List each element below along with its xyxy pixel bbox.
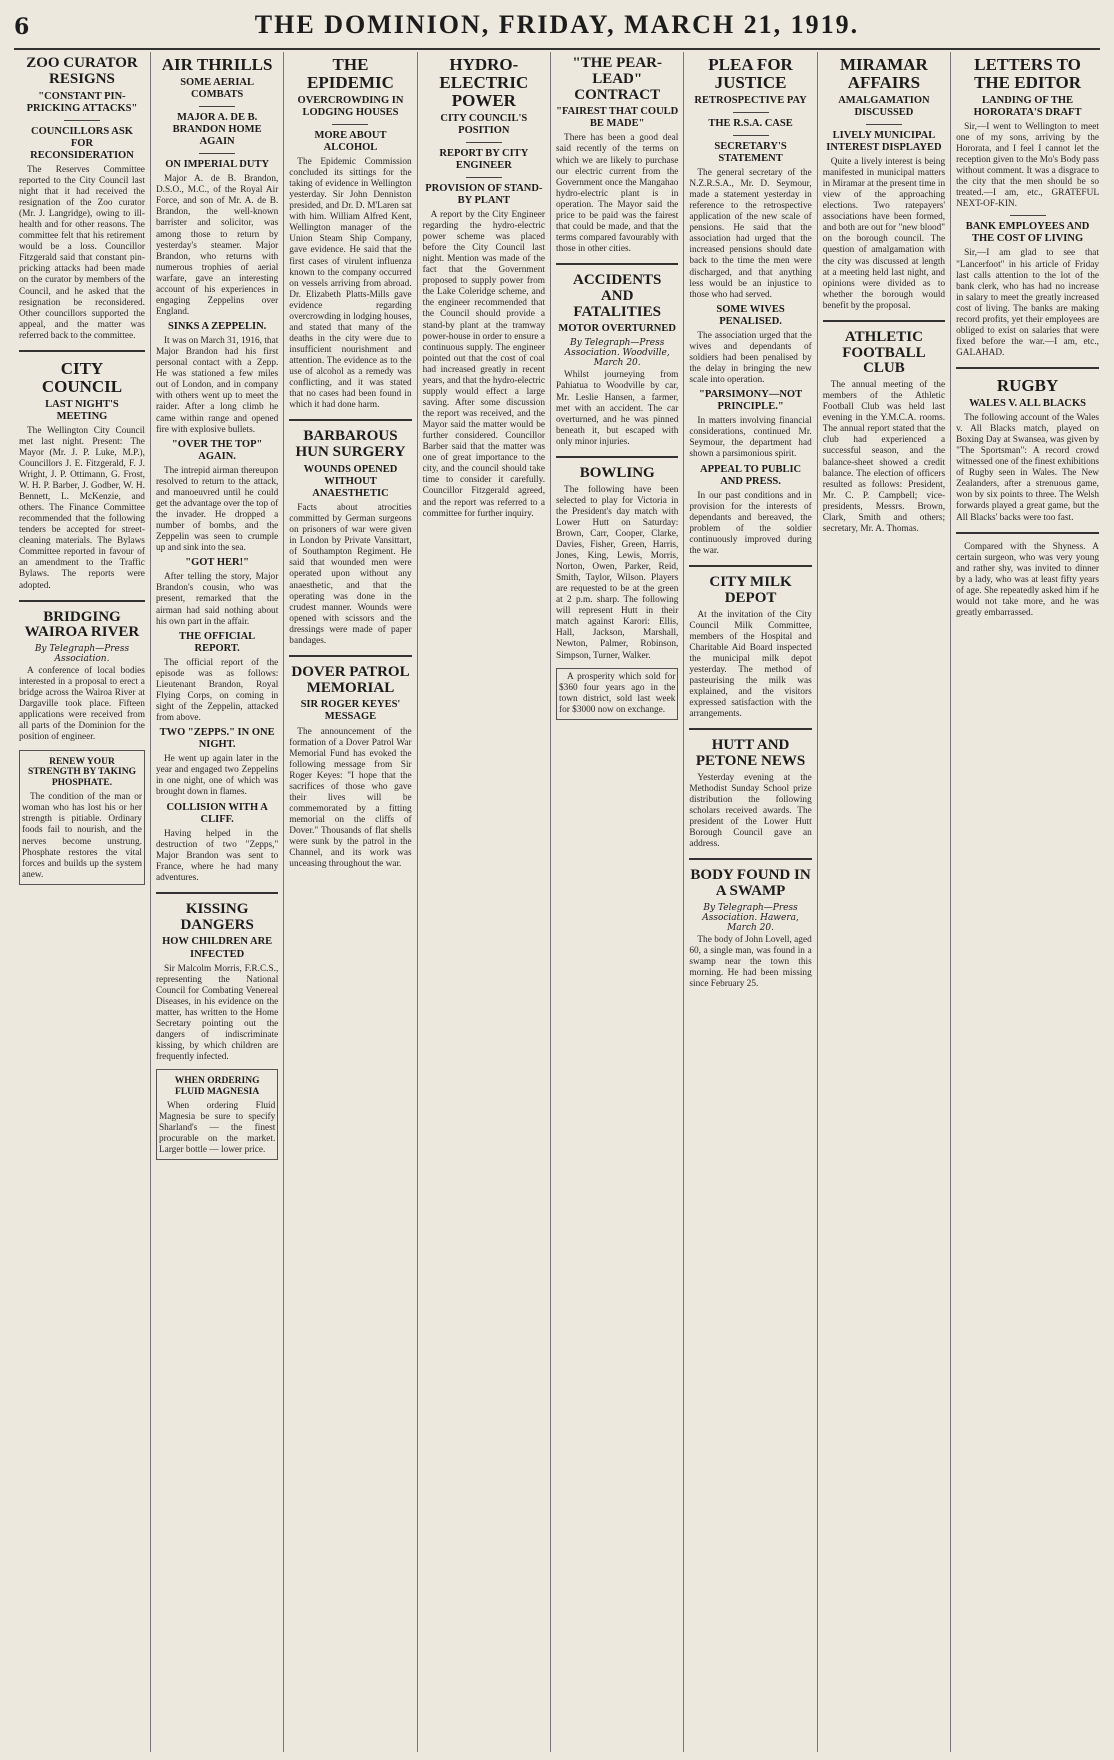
divider	[19, 350, 145, 352]
article-body: The Reserves Committee reported to the City Council last night that it had received the resignation of the Zoo curator (Mr. J. Langridge), owing to ill-health and for other reasons. The committee felt that his retirement would be a loss. Councillor Fitzgerald said that constant pin-pricking attacks had been made on the curator by members of the Council, and he asked that the resignation be reconsidered. Other councillors supported the appeal, and the matter was referred back to the committee.	[19, 164, 145, 341]
subheading: LIVELY MUNICIPAL INTEREST DISPLAYED	[826, 129, 942, 153]
divider	[733, 112, 769, 113]
section-heading: TWO "ZEPPS." IN ONE NIGHT.	[159, 727, 275, 751]
byline: By Telegraph—Press Association. Woodville, March 20.	[564, 338, 670, 369]
divider	[956, 532, 1099, 534]
page-number: 6	[14, 14, 30, 40]
subheading: CITY COUNCIL'S POSITION	[440, 112, 528, 136]
divider	[332, 124, 368, 125]
subheading: SOME AERIAL COMBATS	[180, 76, 255, 100]
ad-heading: RENEW YOUR STRENGTH BY TAKING PHOSPHATE.	[27, 756, 136, 789]
subheading: OVERCROWDING IN LODGING HOUSES	[297, 94, 404, 118]
article-body: Quite a lively interest is being manifested in municipal matters in Miramar at the present time in view of the approaching elections. Two ratepayers' associations have been formed, and both are out for "new blood" on the borough council. The question of amalgamation with the city was discussed at length at a meeting held last night, and opinions were divided as to whether the borough would benefit by the proposal.	[822, 156, 946, 311]
article-body: Compared with the Shyness. A certain surgeon, who was very young and rather shy, was invited to dinner by a lady, who was at least fifty years of age. She repeatedly asked him if he would not take more, and he was greatly embarrassed.	[956, 541, 1099, 618]
section-heading: COLLISION WITH A CLIFF.	[166, 801, 268, 825]
divider	[556, 263, 678, 265]
divider	[556, 456, 678, 458]
article-title: "THE PEAR-LEAD" CONTRACT	[572, 55, 662, 103]
advertisement	[19, 750, 145, 885]
article-body: In our past conditions and in provision for the interests of dependants and bereaved, the problem of the soldier continuously improved during the war.	[689, 490, 812, 556]
subheading: "FAIREST THAT COULD BE MADE"	[556, 106, 679, 130]
article-title: BARBAROUS HUN SURGERY	[295, 428, 406, 461]
article-title: KISSING DANGERS	[180, 900, 254, 933]
ad-body: The condition of the man or woman who has lost his or her strength is pitiable. Ordinary foods fail to nourish, and the nerves become unstrung. Phosphate restores the vital forces and builds up the system anew.	[22, 792, 142, 880]
article-title: MIRAMAR AFFAIRS	[840, 55, 928, 92]
divider	[1010, 215, 1046, 216]
article-body: The body of John Lovell, aged 60, a single man, was found in a swamp near the town this morning. He had been missing since February 25.	[689, 934, 812, 989]
article-body: A report by the City Engineer regarding the hydro-electric power scheme was placed before the City Council last night. Mention was made of the fact that the Government proposed to supply power from the Lake Coleridge scheme, and the engineer recommended that the Council should provide a stand-by plant at the tramway power-house in order to ensure a continuous supply. The engineer pointed out that the cost of coal had increased greatly in recent years, and that the hydro-electric supply would effect a large saving. After some discussion the report was received, and the Mayor said the matter would be further considered. Councillor Barber said that the matter was one of great importance to the city, and the council should take time to consider it carefully. Councillor Fitzgerald agreed, and the report was referred to a committee for further inquiry.	[422, 209, 546, 519]
subheading: THE R.S.A. CASE	[708, 117, 793, 129]
article-title: BODY FOUND IN A SWAMP	[690, 867, 811, 899]
column-6	[684, 52, 817, 1752]
article-body: Sir Malcolm Morris, F.R.C.S., representing the National Council for Combating Venereal Diseases, in his evidence on the matter, has written to the Home Secretary pointing out the dangers of indiscriminate kissing, by which children are frequently infected.	[155, 963, 279, 1063]
divider	[199, 153, 235, 154]
subheading: RETROSPECTIVE PAY	[694, 94, 807, 106]
article-body: At the invitation of the City Council Milk Committee, members of the Hospital and Charitable Aid Board inspected the municipal milk depot yesterday. The method of pasteurising the milk was explained, and the visitors expressed satisfaction with the arrangements.	[689, 609, 812, 720]
divider	[466, 177, 502, 178]
article-title: ACCIDENTS AND FATALITIES	[573, 272, 662, 320]
subheading: REPORT BY CITY ENGINEER	[439, 147, 529, 171]
ad-body: When ordering Fluid Magnesia be sure to specify Sharland's — the finest procurable on the market. Larger bottle — lower price.	[158, 1101, 276, 1156]
subheading: MAJOR A. DE B. BRANDON HOME AGAIN	[172, 111, 262, 148]
subheading: PROVISION OF STAND-BY PLANT	[425, 182, 543, 206]
subheading: LAST NIGHT'S MEETING	[45, 398, 119, 422]
article-title: LETTERS TO THE EDITOR	[974, 55, 1081, 92]
masthead	[14, 4, 1100, 50]
subheading: HOW CHILDREN ARE INFECTED	[162, 936, 273, 960]
article-body: Yesterday evening at the Methodist Sunday School prize distribution the following scholars received awards. The president of the Lower Hutt Borough Council gave an address.	[689, 772, 812, 849]
column-7	[818, 52, 951, 1752]
article-title: HYDRO-ELECTRIC POWER	[439, 55, 529, 110]
section-heading: "PARSIMONY—NOT PRINCIPLE."	[699, 389, 803, 413]
article-title: PLEA FOR JUSTICE	[708, 55, 793, 92]
article-title: ZOO CURATOR RESIGNS	[26, 55, 138, 87]
divider	[733, 135, 769, 136]
divider	[866, 124, 902, 125]
section-heading: APPEAL TO PUBLIC AND PRESS.	[699, 463, 802, 487]
article-title: BOWLING	[579, 464, 655, 481]
article-title: AIR THRILLS	[161, 55, 273, 74]
divider	[689, 858, 811, 860]
divider	[289, 655, 411, 657]
article-body: The Epidemic Commission concluded its sittings for the taking of evidence in Wellington yesterday. Sir John Denniston presided, and Dr. D. M'Laren sat with him. William Alfred Kent, Wellington manager of the Union Steam Ship Company, gave evidence. He said that the first cases of virulent influenza known to the company occurred on vessels arriving from abroad. Dr. Elizabeth Platts-Mills gave evidence regarding overcrowding in lodging houses, and stated that many of the deaths in the city were due to insufficient nourishment and attention. The evidence as to the use of alcohol as a remedy was conflicting, and it was stated that no cases had been found in which it had done harm.	[289, 156, 412, 411]
article-body: The following account of the Wales v. All Blacks match, played on Boxing Day at Swansea, was given by "The Sportsman": A record crowd witnessed one of the finest exhibitions of Rugby seen in Wales. The New Zealanders, after a strenuous game, won by six points to three. The Welsh forwards played a great game, but the All Blacks' backs were too fast.	[956, 412, 1099, 523]
subheading: SIR ROGER KEYES' MESSAGE	[300, 699, 401, 723]
article-body: The general secretary of the N.Z.R.S.A., Mr. D. Seymour, made a statement yesterday in reference to the retrospective application of the new scale of pensions. He said that the association had urged that the increased pensions should date back to the time the men were discharged, and that anything less would be an injustice to those who had served.	[689, 167, 812, 300]
newspaper-title: THE DOMINION, FRIDAY, MARCH 21, 1919.	[254, 10, 860, 39]
byline: By Telegraph—Press Association.	[34, 644, 130, 665]
divider	[64, 120, 100, 121]
divider	[689, 728, 811, 730]
article-body: After telling the story, Major Brandon's cousin, who was present, remarked that the airman had said nothing about his own part in the affair.	[155, 572, 279, 627]
article-title: THE EPIDEMIC	[307, 55, 394, 92]
divider	[156, 892, 278, 894]
article-body: Facts about atrocities committed by German surgeons on prisoners of war were given in London by Private Vansittart, of Southampton Regiment. He said that wounded men were operated upon without any anaesthetic, and that the operating was done in the crudest manner. Wounds were opened with scissors and the dressings were made of paper bandages.	[289, 503, 412, 646]
column-8	[951, 52, 1104, 1752]
article-body: A conference of local bodies interested in a proposal to erect a bridge across the Wairoa River at Dargaville took place. Fifteen applications were received from all parts of the Dominion for the position of engineer.	[19, 666, 145, 743]
article-body: In matters involving financial considerations, continued Mr. Seymour, the department had shown a parsimonious spirit.	[689, 416, 812, 460]
subheading: AMALGAMATION DISCUSSED	[838, 94, 930, 118]
article-body: The announcement of the formation of a Dover Patrol War Memorial Fund has evoked the following message from Sir Roger Keyes: "I hope that the sacrifices of those who gave their lives will be commemorated by a fitting memorial on the cliffs of Dover." Thousands of flat shells were sunk by the patrol in the Channel, and its work was unceasing throughout the war.	[289, 726, 412, 870]
article-body: It was on March 31, 1916, that Major Brandon had his first personal contact with a Zepp. He was stationed a few miles out of London, and in company with others went up to meet the raider. After a long climb he came within range and opened fire with explosive bullets.	[155, 336, 279, 435]
letter-body: Sir,—I went to Wellington to meet one of my sons, arriving by the Hororata, and I feel I cannot let the reception given to the Mo's Body pass without comment. It was a disgrace to the city that the men should be so treated.—I am, etc., GRATEFUL NEXT-OF-KIN.	[956, 121, 1099, 210]
divider	[466, 142, 502, 143]
subheading: BANK EMPLOYEES AND THE COST OF LIVING	[965, 221, 1090, 245]
subheading: WOUNDS OPENED WITHOUT ANAESTHETIC	[303, 463, 398, 499]
article-body: Major A. de B. Brandon, D.S.O., M.C., of the Royal Air Force, and son of Mr. A. de B. Brandon, the well-known barrister and solicitor, was among those to return by yesterday's steamer. Major Brandon, who returns with numerous trophies of aerial warfare, gave an interesting account of his experiences in engaging Zeppelins over England.	[155, 174, 279, 317]
article-body: The following have been selected to play for Victoria in the President's day match with Lower Hutt on Saturday: Brown, Carr, Cooper, Clarke, Davies, Fisher, Green, Harris, Jones, King, Lewis, Morris, Norton, Owen, Parker, Reid, Smith, Taylor, Wilson. Players are requested to be at the green at 2 p.m. sharp. The following will represent Hutt in their match against Karori: Ellis, Hall, Jackson, Marshall, Newton, Palmer, Robinson, Simpson, Turner, Walker.	[556, 484, 679, 661]
article-body: The Wellington City Council met last night. Present: The Mayor (Mr. J. P. Luke, M.P.), Councillors J. E. Fitzgerald, F. J. Wright, J. P. Ottimann, G. Frost, W. H. P. Barber, J. Godber, W. H. Bennett, L. McKenzie, and others. The Finance Committee recommended that the following tenders be accepted for street-cleaning materials. The Bylaws Committee reported in favour of an amendment to the Traffic Bylaws. The reports were adopted.	[19, 425, 145, 591]
article-title: DOVER PATROL MEMORIAL	[291, 663, 410, 696]
article-body: He went up again later in the year and engaged two Zeppelins in one night, one of which was brought down in flames.	[155, 754, 279, 798]
article-body: The association urged that the wives and dependants of soldiers had been penalised by the delay in bringing the new scale into operation.	[689, 330, 812, 386]
article-body: The intrepid airman thereupon resolved to return to the attack, and manoeuvred until he could get the advantage over the top of the invader. He dropped a number of bombs, and the Zeppelin was seen to crumple up and sink into the sea.	[155, 465, 279, 554]
divider	[19, 600, 145, 602]
column-3	[284, 52, 417, 1752]
article-title: HUTT AND PETONE NEWS	[695, 737, 806, 769]
article-title: RUGBY	[996, 376, 1059, 396]
advertisement	[556, 668, 678, 720]
column-1	[14, 52, 151, 1752]
divider	[823, 320, 945, 322]
subheading: ON IMPERIAL DUTY	[165, 159, 270, 171]
article-title: CITY COUNCIL	[41, 358, 123, 396]
section-heading: THE OFFICIAL REPORT.	[179, 630, 256, 654]
article-body: There has been a good deal said recently of the terms on which we are likely to purchase our electric current from the Government once the Mangahao hydro-electric plant is in operation. The Mayor said the price to be paid was the fairest that could be made, and that the terms compared favourably with those in other cities.	[556, 133, 679, 254]
advertisement	[156, 1069, 278, 1160]
divider	[689, 565, 811, 567]
subheading: "CONSTANT PIN-PRICKING ATTACKS"	[26, 90, 138, 114]
article-title: BRIDGING WAIROA RIVER	[24, 608, 140, 641]
byline: By Telegraph—Press Association. Hawera, March 20.	[702, 902, 799, 933]
article-body: Whilst journeying from Pahiatua to Woodville by car, Mr. Leslie Hansen, a farmer, met with an accident. The car overturned, and he was pinned beneath it, but escaped with only minor injuries.	[556, 370, 679, 447]
column-4	[418, 52, 551, 1752]
article-title: ATHLETIC FOOTBALL CLUB	[842, 328, 926, 377]
subheading: MORE ABOUT ALCOHOL	[314, 129, 387, 153]
letter-body: Sir,—I am glad to see that "Lancerfoot" in his article of Friday last calls attention to the lot of the bank clerk, who has had no increase in salary to meet the greatly increased cost of living. The banks are making record profits, yet their employees are obliged to exist on salaries that were fixed before the war.—I am, etc., GALAHAD.	[956, 248, 1099, 358]
article-body: Having helped in the destruction of two "Zepps," Major Brandon was sent to France, where he had many adventures.	[155, 828, 279, 883]
subheading: COUNCILLORS ASK FOR RECONSIDERATION	[30, 125, 134, 161]
divider	[289, 419, 411, 421]
divider	[956, 367, 1099, 369]
section-heading: SOME WIVES PENALISED.	[716, 303, 785, 327]
subheading: MOTOR OVERTURNED	[558, 323, 676, 335]
divider	[199, 106, 235, 107]
column-2	[151, 52, 284, 1752]
section-heading: SINKS A ZEPPELIN.	[167, 321, 267, 333]
article-body: The official report of the episode was as follows: Lieutenant Brandon, Royal Flying Corps, on coming in sight of the Zeppelin, attacked from above.	[155, 657, 279, 724]
subheading: WALES V. ALL BLACKS	[969, 397, 1086, 409]
subheading: SECRETARY'S STATEMENT	[714, 140, 787, 164]
section-heading: "OVER THE TOP" AGAIN.	[171, 438, 263, 462]
ad-heading: WHEN ORDERING FLUID MAGNESIA	[174, 1076, 260, 1098]
article-title: CITY MILK DEPOT	[709, 574, 792, 606]
section-heading: "GOT HER!"	[185, 557, 249, 569]
ad-body: A prosperity which sold for $360 four years ago in the town district, sold last week for $3000 now on exchange.	[559, 671, 676, 715]
columns	[14, 52, 1104, 1752]
article-body: The annual meeting of the members of the Athletic Football Club was held last evening in the Y.M.C.A. rooms. The annual report stated that the club had experienced a successful season, and the balance-sheet showed a credit balance. The election of officers resulted as follows: President, Mr. C. P. Campbell; vice-presidents, Messrs. Brown, Clark, Smith and others; secretary, Mr. A. Thomas.	[822, 380, 946, 534]
column-5	[551, 52, 684, 1752]
subheading: LANDING OF THE HORORATA'S DRAFT	[973, 94, 1082, 118]
